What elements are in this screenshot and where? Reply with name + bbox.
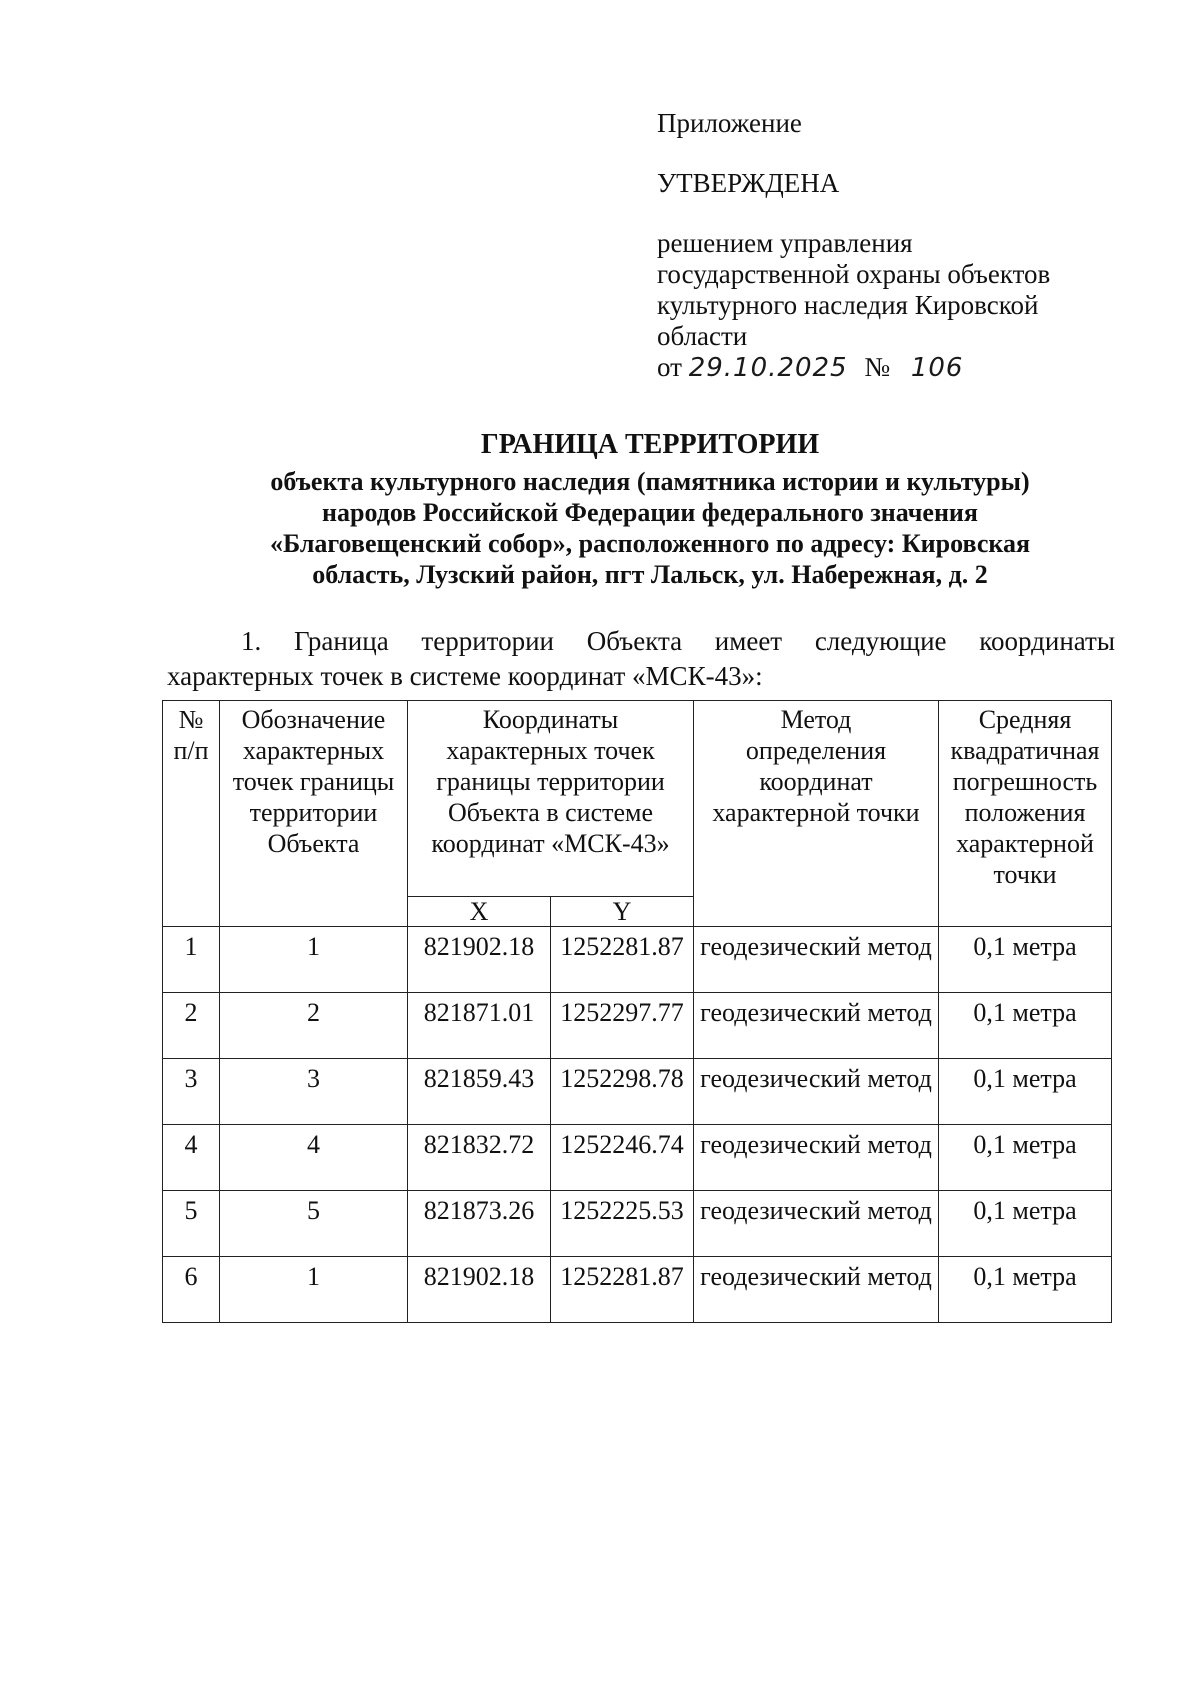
cell-x: 821832.72: [408, 1125, 551, 1191]
cell-method: геодезический метод: [694, 927, 939, 993]
header-method: Метод определения координат характерной точки: [694, 701, 939, 927]
cell-point: 1: [220, 1257, 408, 1323]
approval-block: [657, 108, 1097, 384]
cell-method: геодезический метод: [694, 993, 939, 1059]
cell-method: геодезический метод: [694, 1257, 939, 1323]
table-header-row: [163, 701, 1112, 897]
cell-num: 3: [163, 1059, 220, 1125]
authority-line: области: [657, 321, 748, 351]
cell-x: 821902.18: [408, 1257, 551, 1323]
cell-x: 821873.26: [408, 1191, 551, 1257]
cell-y: 1252298.78: [551, 1059, 694, 1125]
cell-x: 821871.01: [408, 993, 551, 1059]
cell-y: 1252281.87: [551, 927, 694, 993]
approved-label: УТВЕРЖДЕНА: [657, 168, 840, 198]
paragraph-line: 1. Граница территории Объекта имеет следующие координаты: [241, 626, 1115, 656]
header-num: № п/п: [163, 701, 220, 927]
cell-method: геодезический метод: [694, 1125, 939, 1191]
date-line: [657, 352, 1097, 384]
cell-point: 1: [220, 927, 408, 993]
title-main: ГРАНИЦА ТЕРРИТОРИИ: [480, 429, 820, 460]
handwritten-number: 106: [910, 353, 964, 383]
handwritten-date: 29.10.2025: [688, 353, 848, 383]
header-coordinates: Координаты характерных точек границы территории Объекта в системе координат «МСК-43»: [408, 701, 694, 897]
cell-error: 0,1 метра: [939, 1059, 1112, 1125]
paragraph-line: характерных точек в системе координат «МСК-43»:: [167, 661, 763, 691]
cell-y: 1252225.53: [551, 1191, 694, 1257]
header-designation: Обозначение характерных точек границы территории Объекта: [220, 701, 408, 927]
table-row: [163, 1257, 1112, 1323]
coordinates-table: [162, 700, 1112, 1323]
table-row: [163, 927, 1112, 993]
cell-error: 0,1 метра: [939, 1125, 1112, 1191]
cell-point: 4: [220, 1125, 408, 1191]
cell-y: 1252281.87: [551, 1257, 694, 1323]
title-line: народов Российской Федерации федерального значения: [322, 498, 978, 527]
table-row: [163, 1191, 1112, 1257]
appendix-label: Приложение: [657, 108, 802, 138]
intro-paragraph: [167, 624, 1115, 694]
header-error: Средняя квадратичная погрешность положения характерной точки: [939, 701, 1112, 927]
cell-num: 1: [163, 927, 220, 993]
document-title: [150, 428, 1150, 590]
cell-method: геодезический метод: [694, 1191, 939, 1257]
cell-error: 0,1 метра: [939, 927, 1112, 993]
number-sign: №: [864, 352, 891, 382]
cell-error: 0,1 метра: [939, 993, 1112, 1059]
cell-point: 3: [220, 1059, 408, 1125]
cell-method: геодезический метод: [694, 1059, 939, 1125]
cell-num: 6: [163, 1257, 220, 1323]
cell-y: 1252246.74: [551, 1125, 694, 1191]
cell-num: 2: [163, 993, 220, 1059]
authority-line: государственной охраны объектов: [657, 259, 1051, 289]
cell-num: 4: [163, 1125, 220, 1191]
authority-line: решением управления: [657, 228, 913, 258]
header-x: X: [408, 897, 551, 927]
date-prefix: от: [657, 352, 682, 382]
cell-x: 821902.18: [408, 927, 551, 993]
cell-y: 1252297.77: [551, 993, 694, 1059]
authority-line: культурного наследия Кировской: [657, 290, 1039, 320]
cell-point: 2: [220, 993, 408, 1059]
table-row: [163, 993, 1112, 1059]
cell-error: 0,1 метра: [939, 1257, 1112, 1323]
cell-error: 0,1 метра: [939, 1191, 1112, 1257]
cell-point: 5: [220, 1191, 408, 1257]
title-line: «Благовещенский собор», расположенного по адресу: Кировская: [269, 529, 1031, 558]
title-line: объекта культурного наследия (памятника истории и культуры): [270, 467, 1030, 496]
cell-num: 5: [163, 1191, 220, 1257]
header-y: Y: [551, 897, 694, 927]
cell-x: 821859.43: [408, 1059, 551, 1125]
table-row: [163, 1125, 1112, 1191]
title-line: область, Лузский район, пгт Лальск, ул. Набережная, д. 2: [312, 560, 988, 589]
table-row: [163, 1059, 1112, 1125]
